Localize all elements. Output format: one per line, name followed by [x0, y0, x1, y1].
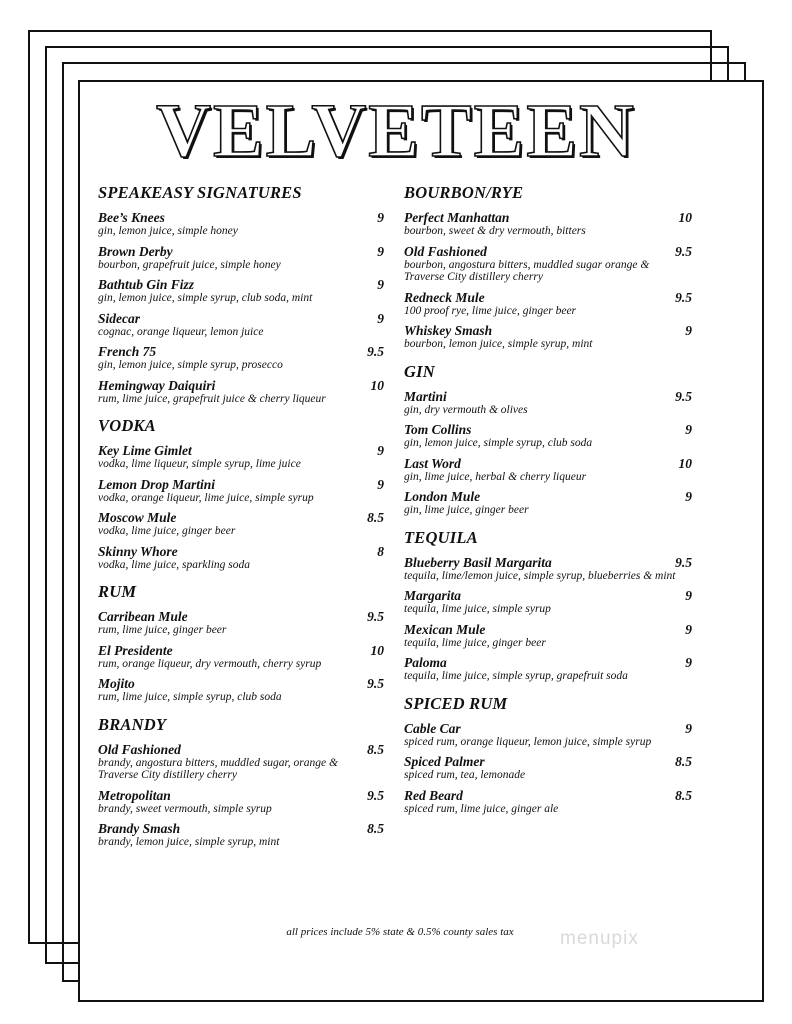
item-description: spiced rum, lime juice, ginger ale: [404, 802, 559, 815]
menu-item: [98, 210, 386, 238]
item-description: gin, lemon juice, simple syrup, prosecco: [98, 359, 283, 371]
menu-item: [98, 443, 386, 471]
item-description: gin, lime juice, ginger beer: [404, 504, 529, 516]
item-price: 9: [685, 422, 692, 437]
menu-section-gin: [404, 361, 694, 517]
item-price: 9: [685, 323, 692, 338]
item-price: 8: [377, 543, 384, 559]
menu-item: [404, 489, 694, 517]
item-price: 10: [370, 642, 384, 658]
menu-item: [404, 588, 694, 616]
item-price: 9: [377, 476, 384, 492]
item-name: Perfect Manhattan: [404, 210, 510, 225]
menu-item: [404, 244, 694, 284]
menu-item: [98, 477, 386, 505]
menu-item: [98, 344, 386, 372]
item-description: tequila, lime juice, simple syrup, grapefruit soda: [404, 670, 628, 682]
item-description: gin, lime juice, herbal & cherry liqueur: [404, 470, 587, 483]
item-description: vodka, lime juice, ginger beer: [98, 525, 236, 537]
watermark: menupix: [560, 928, 639, 949]
menu-item: [98, 244, 386, 272]
menu-item: [98, 676, 386, 704]
item-price: 9.5: [367, 787, 384, 803]
item-price: 9.5: [367, 609, 384, 624]
item-price: 9: [685, 588, 692, 603]
item-price: 9: [377, 443, 384, 458]
item-description: spiced rum, tea, lemonade: [404, 769, 526, 781]
item-description: 100 proof rye, lime juice, ginger beer: [404, 304, 577, 317]
item-price: 9.5: [675, 243, 692, 259]
item-price: 10: [678, 210, 692, 225]
menu-title: VELVETEEN: [156, 89, 636, 173]
menu-item: [404, 456, 694, 484]
menu-item: [98, 277, 386, 305]
item-description: tequila, lime/lemon juice, simple syrup, blueberries & mint: [404, 569, 676, 582]
item-name: Bee’s Knees: [98, 210, 165, 225]
item-name: Brandy Smash: [98, 821, 181, 836]
item-name: French 75: [98, 344, 157, 359]
item-name: Mojito: [98, 676, 135, 691]
item-description: gin, lemon juice, simple honey: [98, 225, 238, 237]
item-name: Blueberry Basil Margarita: [404, 554, 552, 570]
menu-item: [404, 389, 694, 417]
item-name: Lemon Drop Martini: [98, 476, 216, 492]
menu-item: [98, 378, 386, 406]
item-name: Hemingway Daiquiri: [98, 377, 216, 393]
menu-item: [404, 323, 694, 351]
item-name: Mexican Mule: [404, 621, 486, 637]
section-title: BRANDY: [98, 714, 167, 734]
left-column: [98, 182, 386, 859]
menu-item: [404, 210, 694, 238]
section-title: VODKA: [98, 416, 156, 435]
menu-item: [404, 555, 694, 583]
section-title: TEQUILA: [404, 527, 478, 547]
item-description: rum, lime juice, ginger beer: [98, 624, 227, 636]
item-name: London Mule: [404, 489, 481, 504]
item-name: Metropolitan: [98, 787, 171, 803]
item-price: 10: [370, 377, 384, 393]
menu-item: [98, 788, 386, 816]
item-price: 10: [678, 455, 692, 471]
item-name: Redneck Mule: [404, 289, 485, 305]
item-name: Last Word: [404, 455, 461, 471]
item-price: 9: [377, 243, 384, 259]
menu-item: [98, 643, 386, 671]
menu-item: [404, 422, 694, 450]
item-name: Brown Derby: [98, 243, 173, 259]
menu-item: [404, 754, 694, 782]
item-description: brandy, lemon juice, simple syrup, mint: [98, 836, 280, 848]
item-description: bourbon, angostura bitters, muddled sugar orange & Traverse City distillery cherry: [404, 258, 650, 283]
item-description: tequila, lime juice, ginger beer: [404, 636, 546, 649]
menu-item: [98, 609, 386, 637]
menu-item: [404, 622, 694, 650]
item-price: 9: [685, 621, 692, 637]
item-description: bourbon, lemon juice, simple syrup, mint: [404, 338, 593, 350]
item-price: 9.5: [675, 388, 692, 404]
menu-section-brandy: [98, 714, 386, 849]
item-description: cognac, orange liqueur, lemon juice: [98, 325, 264, 338]
item-description: gin, dry vermouth & olives: [404, 403, 528, 416]
item-price: 9: [685, 489, 692, 504]
item-description: vodka, lime liqueur, simple syrup, lime juice: [98, 458, 301, 470]
item-name: Sidecar: [98, 310, 140, 326]
item-name: Margarita: [404, 588, 462, 603]
item-description: bourbon, grapefruit juice, simple honey: [98, 258, 281, 271]
menu-section-vodka: [98, 415, 386, 571]
item-price: 9: [685, 655, 692, 670]
item-name: Carribean Mule: [98, 609, 188, 624]
section-title: SPEAKEASY SIGNATURES: [98, 183, 302, 202]
menu-section-tequila: [404, 527, 694, 683]
item-name: Red Beard: [404, 787, 463, 803]
item-name: Spiced Palmer: [404, 754, 485, 769]
item-description: vodka, orange liqueur, lime juice, simple syrup: [98, 491, 314, 504]
menu-item: [404, 721, 694, 749]
menu-item: [98, 742, 386, 782]
item-price: 8.5: [367, 821, 384, 836]
menu-item: [404, 788, 694, 816]
item-description: gin, lemon juice, simple syrup, club soda: [404, 437, 593, 449]
item-description: vodka, lime juice, sparkling soda: [98, 558, 251, 571]
item-description: bourbon, sweet & dry vermouth, bitters: [404, 225, 586, 237]
item-name: Cable Car: [404, 720, 461, 736]
item-price: 8.5: [367, 741, 384, 757]
item-price: 9.5: [675, 554, 692, 570]
item-name: El Presidente: [98, 642, 173, 658]
item-description: rum, lime juice, simple syrup, club soda: [98, 691, 282, 703]
section-title: BOURBON/RYE: [404, 183, 524, 202]
item-description: tequila, lime juice, simple syrup: [404, 603, 551, 615]
item-name: Whiskey Smash: [404, 323, 493, 338]
item-name: Martini: [404, 388, 447, 404]
menu-item: [404, 290, 694, 318]
item-name: Paloma: [404, 655, 447, 670]
menu-item: [98, 311, 386, 339]
item-price: 8.5: [367, 510, 384, 525]
item-name: Tom Collins: [404, 422, 472, 437]
menu-section-spiced-rum: [404, 693, 694, 816]
item-description: brandy, angostura bitters, muddled sugar, orange & Traverse City distillery cherry: [98, 756, 338, 781]
item-name: Skinny Whore: [98, 543, 178, 559]
item-price: 9: [377, 310, 384, 326]
item-description: rum, lime juice, grapefruit juice & cherry liqueur: [98, 392, 326, 405]
menu-item: [404, 655, 694, 683]
item-name: Old Fashioned: [404, 243, 487, 259]
item-description: brandy, sweet vermouth, simple syrup: [98, 802, 272, 815]
menu-item: [98, 821, 386, 849]
item-price: 9: [377, 210, 384, 225]
menu-item: [98, 544, 386, 572]
item-name: Bathtub Gin Fizz: [98, 277, 195, 292]
item-price: 9: [377, 277, 384, 292]
item-price: 9.5: [367, 344, 384, 359]
menu-section-rum: [98, 581, 386, 704]
item-name: Key Lime Gimlet: [98, 443, 192, 458]
item-description: spiced rum, orange liqueur, lemon juice, simple syrup: [404, 735, 652, 748]
item-price: 8.5: [675, 754, 692, 769]
item-price: 8.5: [675, 787, 692, 803]
right-column: [404, 182, 694, 825]
item-price: 9.5: [367, 676, 384, 691]
tax-note: all prices include 5% state & 0.5% county sales tax: [286, 926, 514, 938]
section-title: RUM: [98, 582, 137, 601]
section-title: SPICED RUM: [404, 693, 508, 713]
menu-section-bourbon-rye: [404, 182, 694, 351]
item-description: gin, lemon juice, simple syrup, club soda, mint: [98, 292, 313, 304]
menu-item: [98, 510, 386, 538]
item-name: Old Fashioned: [98, 741, 181, 757]
item-price: 9.5: [675, 289, 692, 305]
item-price: 9: [685, 720, 692, 736]
item-name: Moscow Mule: [98, 510, 177, 525]
section-title: GIN: [404, 361, 435, 381]
menu-section-speakeasy-signatures: [98, 182, 386, 405]
item-description: rum, orange liqueur, dry vermouth, cherry syrup: [98, 657, 322, 670]
